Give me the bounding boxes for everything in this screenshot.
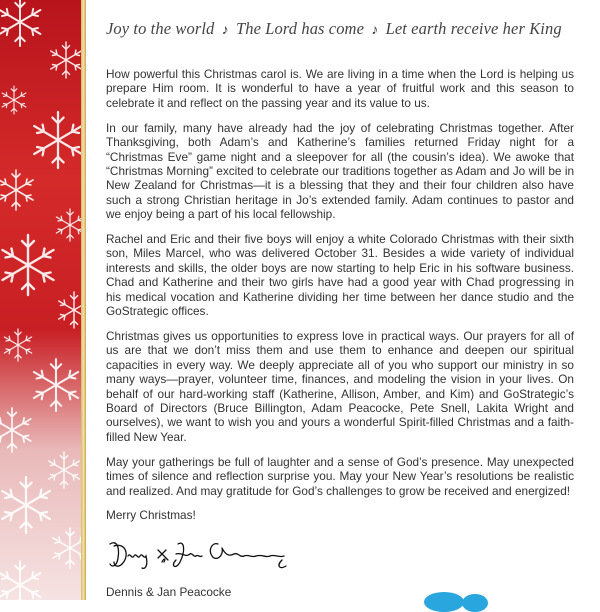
paragraph: May your gatherings be full of laughter and a sense of God’s presence. May unexpected times of silence and reflection surprise you. May your New Year’s resolutions be realistic and realized. And may gratitude for God’s challenges to grow be received and energized! <box>106 454 574 498</box>
music-note-icon: ♪ <box>371 23 379 38</box>
handwritten-signature <box>106 536 296 576</box>
logo-mark <box>462 594 488 612</box>
signer-names: Dennis & Jan Peacocke <box>106 585 232 599</box>
closing: Merry Christmas! <box>106 508 196 523</box>
paragraph: Christmas gives us opportunities to express love in practical ways. Our prayers for all of us are that we don’t miss them and use them to enhance and deepen our spiritual capacities in every way. We deeply appreciate all of you who support our ministry in so many ways—prayer, volunteer time, finances, and modeling the vision in your lives. On behalf of our hard-working staff (Katherine, Allison, Amber, and Kim) and GoStrategic’s Board of Directors (Bruce Billington, Adam Peacocke, Pete Snell, Lakita Wright and ourselves), we want to wish you and yours a wonderful Spirit-filled Christmas and a faith-filled New Year. <box>106 329 574 444</box>
carol-header <box>106 19 586 49</box>
letter-body <box>106 67 574 533</box>
paragraph: In our family, many have already had the joy of celebrating Christmas together. After Thanksgiving, both Adam’s and Katherine’s families returned Friday night for a “Christmas Eve” game night and a sleepover for all (the cousin’s idea). We awoke that “Christmas Morning” excited to celebrate our traditions together as Adam and Jo will be in New Zealand for Christmas—it is a blessing that they and their four children also have such a strong Christian heritage in Jo’s extended family. Adam continues to pastor and we enjoy being a part of his local fellowship. <box>106 120 574 222</box>
logo-mark <box>424 592 464 612</box>
header-phrase-3: Let earth receive her King <box>385 19 562 38</box>
paragraph: How powerful this Christmas carol is. We are living in a time when the Lord is helping us prepare Him room. It is wonderful to have a year of fruitful work and this season to celebrate it and reflect on the passing year and its value to us. <box>106 67 574 110</box>
header-phrase-2: The Lord has come <box>235 19 364 38</box>
header-phrase-1: Joy to the world <box>106 19 215 38</box>
snowflake-border <box>0 0 86 600</box>
paragraph: Rachel and Eric and their five boys will enjoy a white Colorado Christmas with their sixth son, Miles Marcel, who was delivered October 31. Besides a wide variety of individual interests and skills, the older boys are now starting to help Eric in his software business. Chad and Katherine and their two girls have had a good year with Chad progressing in his medical vocation and Katherine dividing her time between her dance studio and the GoStrategic offices. <box>106 232 574 319</box>
snowflake-icon <box>0 0 86 600</box>
signature-drawing <box>106 536 296 576</box>
music-note-icon: ♪ <box>221 23 229 38</box>
